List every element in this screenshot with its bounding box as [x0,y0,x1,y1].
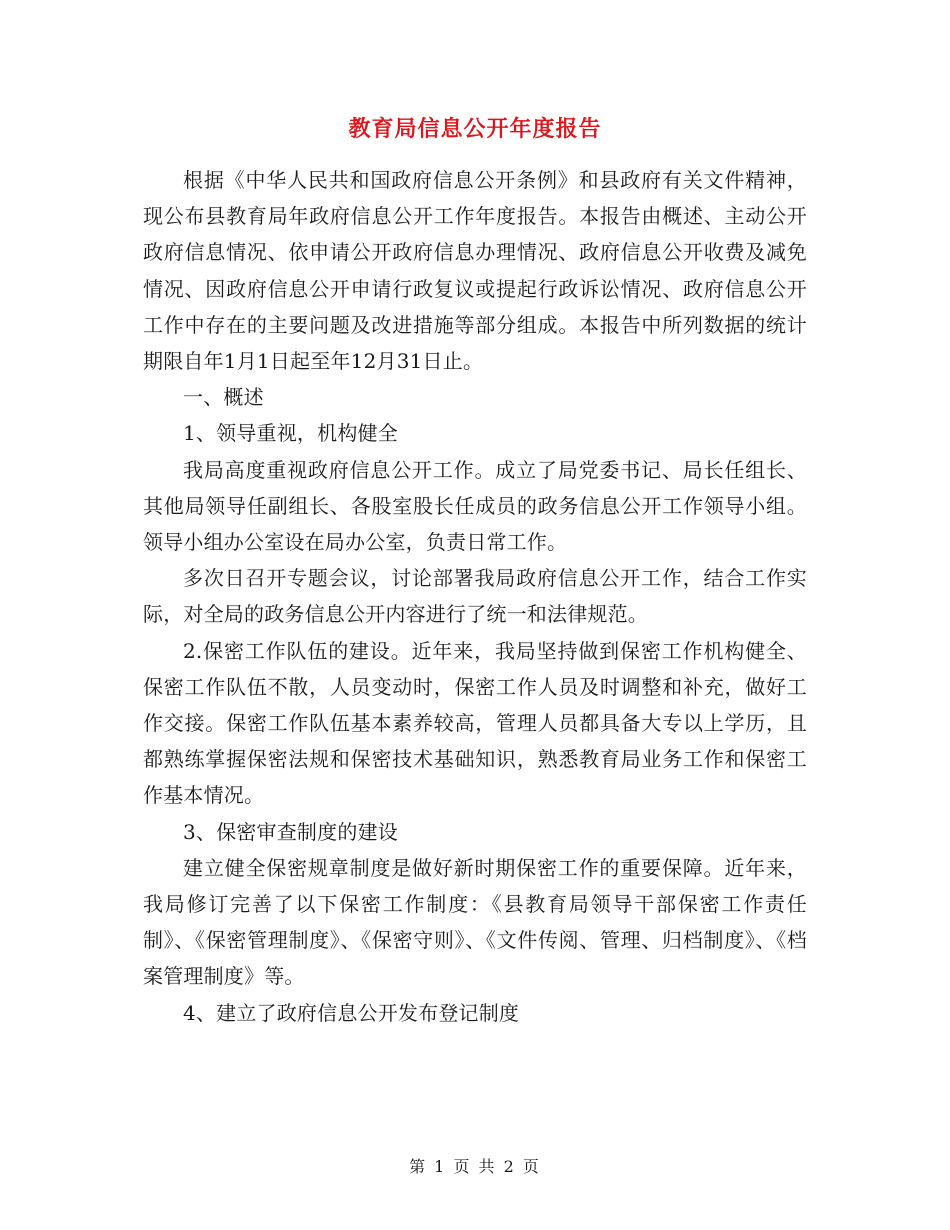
paragraph-intro: 根据《中华人民共和国政府信息公开条例》和县政府有关文件精神，现公布县教育局年政府信息公开工作年度报告。本报告由概述、主动公开政府信息情况、依申请公开政府信息办理情况、政府信息公开收费及减免情况、因政府信息公开申请行政复议或提起行政诉讼情况、政府信息公开工作中存在的主要问题及改进措施等部分组成。本报告中所列数据的统计期限自年1月1日起至年12月31日止。 [143,168,807,374]
document-body [143,162,807,1031]
document-title: 教育局信息公开年度报告 [348,116,602,142]
subheading-registration-system: 4、建立了政府信息公开发布登记制度 [183,1000,520,1025]
paragraph-leadership: 我局高度重视政府信息公开工作。成立了局党委书记、局长任组长、其他局领导任副组长、各股室股长任成员的政务信息公开工作领导小组。领导小组办公室设在局办公室，负责日常工作。 [143,457,807,555]
paragraph-regulations: 建立健全保密规章制度是做好新时期保密工作的重要保障。近年来，我局修订完善了以下保密工作制度：《县教育局领导干部保密工作责任制》、《保密管理制度》、《保密守则》、《文件传阅、管理、归档制度》、《档案管理制度》等。 [143,855,807,989]
subheading-review-system: 3、保密审查制度的建设 [183,819,398,844]
section-heading-overview: 一、概述 [183,385,264,410]
page-footer: 第 1 页 共 2 页 [409,1157,541,1176]
paragraph-meetings: 多次日召开专题会议，讨论部署我局政府信息公开工作，结合工作实际，对全局的政务信息公开内容进行了统一和法律规范。 [143,566,807,627]
paragraph-confidentiality-team: 2.保密工作队伍的建设。近年来，我局坚持做到保密工作机构健全、保密工作队伍不散，人员变动时，保密工作人员及时调整和补充，做好工作交接。保密工作队伍基本素养较高，管理人员都具备大专以上学历，且都熟练掌握保密法规和保密技术基础知识，熟悉教育局业务工作和保密工作基本情况。 [143,638,807,808]
subheading-leadership: 1、领导重视，机构健全 [183,421,398,446]
